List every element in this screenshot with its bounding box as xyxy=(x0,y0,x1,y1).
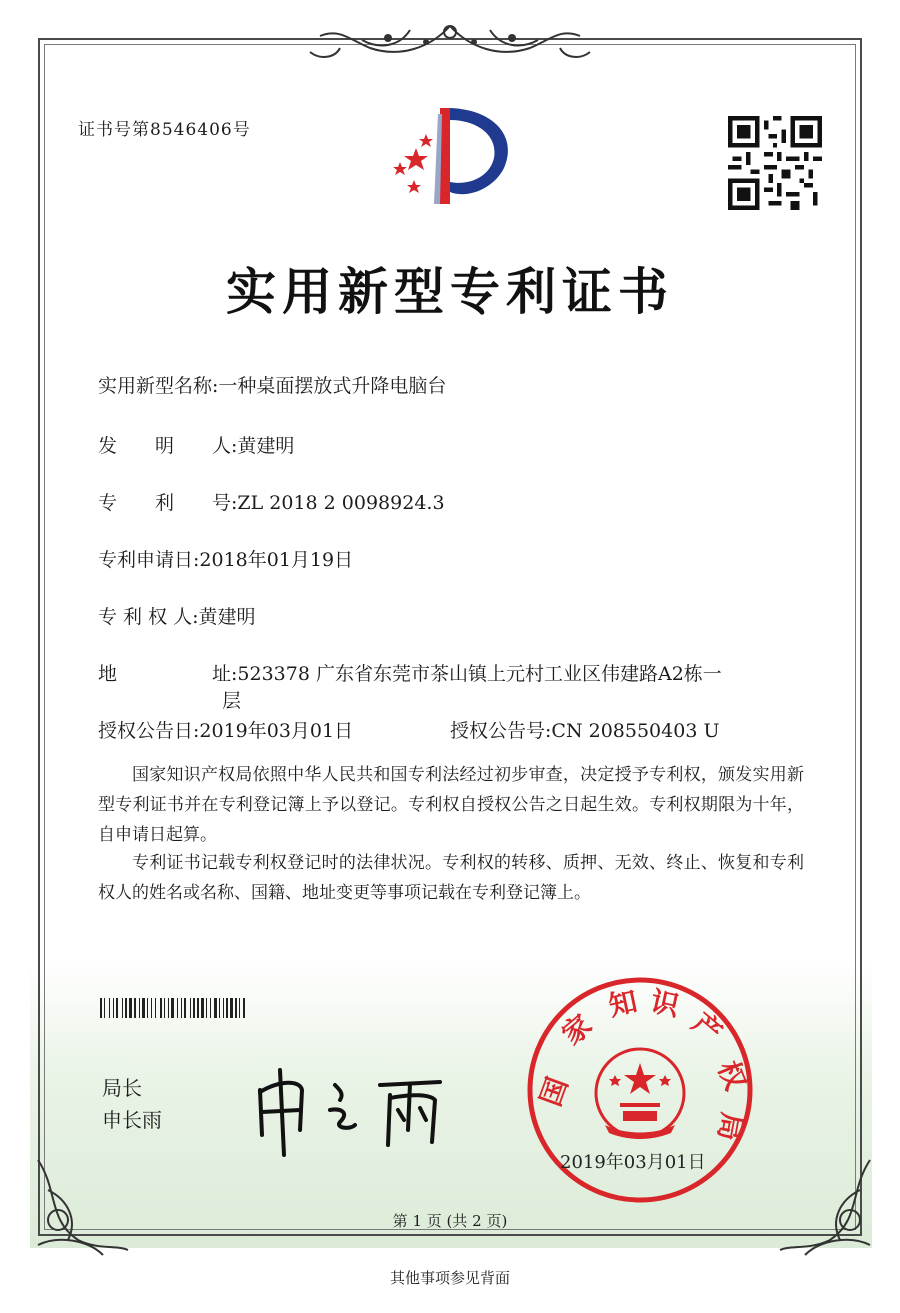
patent-number-row xyxy=(98,488,445,515)
legal-status-paragraph: 专利证书记载专利权登记时的法律状况。专利权的转移、质押、无效、终止、恢复和专利权人的姓名或名称、国籍、地址变更等事项记载在专利登记簿上。 xyxy=(98,853,804,903)
grant-number-row xyxy=(450,716,719,743)
patentee-row xyxy=(98,602,256,629)
handwritten-signature xyxy=(240,1050,470,1160)
grant-number-label: 授权公告号: xyxy=(450,720,552,742)
qr-code-icon xyxy=(728,116,822,210)
inventor-value: 黄建明 xyxy=(237,435,295,457)
svg-text:家: 家 xyxy=(555,1008,599,1052)
signatory-title: 局长 xyxy=(102,1076,142,1100)
utility-model-name-row xyxy=(98,371,446,398)
bottom-right-ornament-icon xyxy=(770,1150,880,1260)
utility-model-name-value: 一种桌面摆放式升降电脑台 xyxy=(218,375,447,397)
filing-date-row xyxy=(98,545,353,572)
certificate-title: 实用新型专利证书 xyxy=(226,262,674,321)
patent-number-label: 专 利 号: xyxy=(98,492,238,514)
certificate-number: 证书号第8546406号 xyxy=(78,120,251,140)
footer-note: 其他事项参见背面 xyxy=(389,1269,510,1287)
filing-date-label: 专利申请日: xyxy=(98,549,200,571)
svg-text:局: 局 xyxy=(711,1109,750,1144)
grant-number-value: CN 208550403 U xyxy=(551,720,720,742)
barcode-icon xyxy=(100,998,344,1018)
bottom-left-ornament-icon xyxy=(28,1150,138,1260)
address-label: 地 址: xyxy=(98,663,238,685)
page-number: 第 1 页 (共 2 页) xyxy=(392,1212,508,1230)
address-value-line2: 层 xyxy=(222,690,242,712)
grant-date-label: 授权公告日: xyxy=(98,720,200,742)
svg-text:国: 国 xyxy=(533,1072,575,1111)
svg-text:产: 产 xyxy=(685,1006,729,1050)
patentee-label: 专 利 权 人: xyxy=(98,606,199,628)
grant-date-row xyxy=(98,716,353,743)
filing-date-value: 2018年01月19日 xyxy=(199,549,354,571)
svg-text:知: 知 xyxy=(605,984,641,1023)
svg-text:权: 权 xyxy=(711,1056,753,1095)
signatory-name: 申长雨 xyxy=(102,1108,162,1132)
grant-statement-paragraph: 国家知识产权局依照中华人民共和国专利法经过初步审查，决定授予专利权，颁发实用新型专利证书并在专利登记簿上予以登记。专利权自授权公告之日起生效。专利权期限为十年，自申请日起算。 xyxy=(98,765,804,845)
top-ornament-icon xyxy=(300,18,600,66)
seal-date: 2019年03月01日 xyxy=(560,1152,706,1173)
address-row xyxy=(98,659,722,686)
inventor-label: 发 明 人: xyxy=(98,435,238,457)
svg-text:识: 识 xyxy=(647,984,683,1023)
utility-model-name-label: 实用新型名称: xyxy=(98,375,219,397)
grant-date-value: 2019年03月01日 xyxy=(199,720,354,742)
patent-number-value: ZL 2018 2 0098924.3 xyxy=(237,492,445,514)
address-value-line1: 523378 广东省东莞市茶山镇上元村工业区伟建路A2栋一 xyxy=(237,663,722,685)
patentee-value: 黄建明 xyxy=(198,606,256,628)
cnipa-logo-icon xyxy=(378,100,528,210)
inventor-row xyxy=(98,431,294,458)
